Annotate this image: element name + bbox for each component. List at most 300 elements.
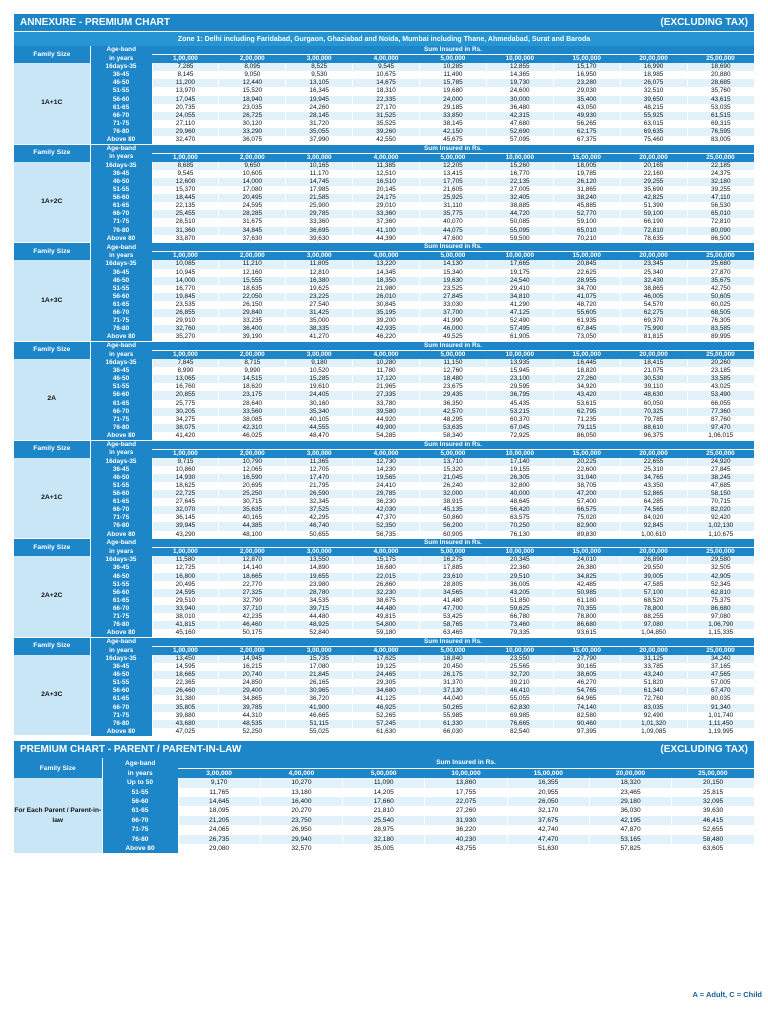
premium-cell: 34,535: [286, 597, 353, 605]
premium-cell: 48,720: [553, 301, 620, 309]
premium-cell: 17,665: [486, 260, 553, 268]
premium-cell: 15,520: [219, 87, 286, 95]
table-row: [14, 71, 754, 79]
premium-cell: 33,290: [219, 128, 286, 136]
sum-insured-column: 1,00,000: [152, 646, 219, 655]
premium-cell: 25,310: [620, 466, 687, 474]
premium-cell: 82,540: [486, 728, 553, 736]
premium-cell: 96,375: [620, 432, 687, 440]
premium-cell: 34,680: [353, 687, 420, 695]
sum-insured-column: 2,00,000: [219, 252, 286, 261]
age-band-cell: 56-60: [90, 687, 152, 695]
premium-cell: 52,770: [553, 210, 620, 218]
age-band-cell: Up to 50: [102, 778, 178, 787]
premium-cell: 1,01,320: [620, 720, 687, 728]
parent-header: [14, 741, 754, 758]
premium-cell: 48,295: [420, 416, 487, 424]
premium-cell: 10,085: [152, 260, 219, 268]
premium-cell: 34,275: [152, 416, 219, 424]
premium-cell: 36,005: [486, 581, 553, 589]
premium-cell: 23,750: [260, 816, 342, 825]
table-row: [14, 825, 754, 834]
premium-cell: 50,605: [687, 293, 754, 301]
table-row: [14, 458, 754, 466]
sum-insured-column: 15,00,000: [553, 153, 620, 162]
premium-cell: 16,345: [286, 87, 353, 95]
premium-cell: 49,900: [353, 424, 420, 432]
premium-cell: 41,480: [420, 597, 487, 605]
premium-cell: 23,675: [420, 383, 487, 391]
premium-cell: 12,440: [219, 79, 286, 87]
premium-cell: 23,345: [620, 260, 687, 268]
family-size-header: Family Size: [14, 441, 90, 458]
premium-cell: 72,810: [620, 227, 687, 235]
premium-cell: 43,290: [152, 531, 219, 539]
premium-cell: 35,525: [353, 120, 420, 128]
premium-cell: 30,715: [219, 498, 286, 506]
premium-cell: 27,540: [286, 301, 353, 309]
premium-cell: 23,035: [219, 104, 286, 112]
age-band-header-sub: in years: [90, 646, 152, 655]
premium-cell: 23,465: [589, 788, 671, 797]
premium-cell: 25,900: [286, 202, 353, 210]
age-band-cell: 46-50: [90, 277, 152, 285]
table-row: [14, 655, 754, 663]
premium-cell: 37,710: [219, 605, 286, 613]
premium-cell: 26,150: [219, 301, 286, 309]
premium-cell: 31,110: [420, 202, 487, 210]
premium-cell: 43,240: [620, 671, 687, 679]
premium-cell: 34,810: [486, 293, 553, 301]
premium-cell: 19,625: [286, 285, 353, 293]
table-row: [14, 210, 754, 218]
premium-cell: 14,365: [486, 71, 553, 79]
premium-cell: 41,100: [353, 227, 420, 235]
premium-cell: 33,235: [219, 317, 286, 325]
premium-cell: 12,730: [353, 458, 420, 466]
premium-cell: 50,085: [486, 218, 553, 226]
parent-family-label: For Each Parent / Parent-in-law: [14, 778, 102, 853]
age-band-cell: 51-55: [90, 679, 152, 687]
age-band-cell: 16days-35: [90, 556, 152, 564]
age-band-header-sub: in years: [90, 548, 152, 557]
age-band-cell: Above 80: [90, 333, 152, 341]
table-row: [14, 400, 754, 408]
premium-cell: 35,340: [286, 408, 353, 416]
premium-cell: 8,525: [286, 63, 353, 71]
premium-cell: 32,180: [687, 178, 754, 186]
premium-cell: 36,030: [589, 806, 671, 815]
premium-cell: 88,610: [620, 424, 687, 432]
premium-cell: 42,825: [620, 194, 687, 202]
premium-cell: 20,495: [219, 194, 286, 202]
premium-cell: 89,995: [687, 333, 754, 341]
premium-cell: 46,460: [219, 621, 286, 629]
premium-cell: 11,765: [178, 788, 260, 797]
premium-cell: 29,410: [486, 285, 553, 293]
premium-cell: 15,260: [486, 162, 553, 170]
sum-insured-column: 15,00,000: [553, 449, 620, 458]
premium-cell: 34,765: [620, 474, 687, 482]
sum-insured-header: Sum Insured in Rs.: [152, 145, 754, 154]
premium-cell: 26,120: [553, 178, 620, 186]
premium-cell: 28,510: [152, 218, 219, 226]
premium-cell: 11,210: [219, 260, 286, 268]
premium-cell: 26,460: [152, 687, 219, 695]
table-row: [14, 797, 754, 806]
premium-cell: 12,065: [219, 466, 286, 474]
premium-cell: 27,645: [152, 498, 219, 506]
table-row: [14, 293, 754, 301]
table-row: [14, 136, 754, 144]
premium-cell: 32,570: [260, 844, 342, 853]
premium-cell: 35,635: [219, 506, 286, 514]
age-band-cell: 66-70: [90, 309, 152, 317]
premium-cell: 64,965: [553, 695, 620, 703]
premium-cell: 26,305: [486, 474, 553, 482]
sum-insured-column: 10,00,000: [486, 646, 553, 655]
table-row: [14, 695, 754, 703]
premium-cell: 47,685: [687, 482, 754, 490]
premium-cell: 62,795: [553, 408, 620, 416]
premium-cell: 24,595: [219, 202, 286, 210]
sum-insured-column: 25,00,000: [687, 548, 754, 557]
premium-cell: 47,025: [152, 728, 219, 736]
premium-cell: 32,405: [486, 194, 553, 202]
premium-cell: 29,960: [152, 128, 219, 136]
premium-cell: 92,490: [620, 712, 687, 720]
sum-insured-column: 25,00,000: [687, 646, 754, 655]
premium-cell: 42,150: [420, 128, 487, 136]
premium-cell: 32,790: [219, 597, 286, 605]
premium-cell: 26,890: [620, 556, 687, 564]
premium-cell: 22,360: [486, 564, 553, 572]
age-band-cell: 36-45: [90, 269, 152, 277]
premium-cell: 13,550: [286, 556, 353, 564]
premium-cell: 38,240: [553, 194, 620, 202]
age-band-header: Age-band: [102, 758, 178, 768]
premium-cell: 19,730: [486, 79, 553, 87]
premium-cell: 19,845: [152, 293, 219, 301]
premium-cell: 36,230: [353, 498, 420, 506]
premium-cell: 42,740: [507, 825, 589, 834]
premium-cell: 38,675: [353, 597, 420, 605]
premium-cell: 21,585: [286, 194, 353, 202]
excluding-tax-label: (EXCLUDING TAX): [660, 17, 748, 28]
premium-cell: 54,285: [353, 432, 420, 440]
premium-cell: 31,720: [286, 120, 353, 128]
premium-cell: 14,205: [343, 788, 425, 797]
sum-insured-column: 10,00,000: [486, 350, 553, 359]
sum-insured-header: Sum Insured in Rs.: [152, 539, 754, 548]
table-row: [14, 186, 754, 194]
premium-cell: 66,030: [420, 728, 487, 736]
premium-cell: 42,235: [219, 613, 286, 621]
premium-cell: 29,080: [178, 844, 260, 853]
table-row: [14, 835, 754, 844]
premium-cell: 83,005: [687, 136, 754, 144]
premium-cell: 43,680: [152, 720, 219, 728]
age-band-header: Age-band: [90, 46, 152, 55]
premium-cell: 31,525: [353, 112, 420, 120]
premium-cell: 67,045: [486, 424, 553, 432]
premium-cell: 50,175: [219, 629, 286, 637]
age-band-cell: 46-50: [90, 375, 152, 383]
premium-cell: 47,470: [507, 835, 589, 844]
premium-cell: 19,630: [420, 277, 487, 285]
premium-cell: 42,295: [286, 514, 353, 522]
premium-cell: 63,605: [672, 844, 754, 853]
parent-excluding-tax-label: (EXCLUDING TAX): [660, 744, 748, 756]
premium-cell: 35,400: [553, 96, 620, 104]
premium-cell: 32,800: [486, 482, 553, 490]
family-size-label: 2A+3C: [14, 655, 90, 736]
premium-cell: 32,345: [286, 498, 353, 506]
premium-cell: 22,015: [353, 573, 420, 581]
premium-cell: 9,050: [219, 71, 286, 79]
premium-cell: 92,420: [687, 514, 754, 522]
age-band-cell: 16days-35: [90, 458, 152, 466]
table-row: [14, 712, 754, 720]
premium-cell: 39,715: [286, 605, 353, 613]
premium-cell: 1,11,450: [687, 720, 754, 728]
premium-cell: 66,575: [553, 506, 620, 514]
premium-cell: 41,420: [152, 432, 219, 440]
premium-cell: 67,470: [687, 687, 754, 695]
premium-cell: 12,870: [219, 556, 286, 564]
family-size-header: Family Size: [14, 758, 102, 778]
premium-cell: 11,365: [286, 458, 353, 466]
premium-cell: 48,470: [286, 432, 353, 440]
premium-cell: 47,565: [687, 671, 754, 679]
premium-cell: 53,635: [420, 424, 487, 432]
premium-cell: 73,460: [486, 621, 553, 629]
premium-cell: 31,040: [553, 474, 620, 482]
age-band-cell: 71-75: [102, 825, 178, 834]
table-row: [14, 194, 754, 202]
premium-cell: 18,095: [178, 806, 260, 815]
premium-cell: 18,635: [219, 285, 286, 293]
age-band-header: Age-band: [90, 441, 152, 450]
premium-cell: 62,175: [553, 128, 620, 136]
premium-cell: 46,220: [353, 333, 420, 341]
premium-cell: 70,210: [553, 235, 620, 243]
sum-insured-column: 1,00,000: [152, 350, 219, 359]
premium-cell: 52,345: [687, 581, 754, 589]
sum-insured-column: 4,00,000: [353, 449, 420, 458]
premium-cell: 22,160: [620, 170, 687, 178]
premium-cell: 46,025: [219, 432, 286, 440]
premium-cell: 39,630: [672, 806, 754, 815]
premium-cell: 78,800: [553, 613, 620, 621]
premium-cell: 33,030: [420, 301, 487, 309]
premium-cell: 20,150: [672, 778, 754, 787]
premium-cell: 20,270: [260, 806, 342, 815]
table-row: [14, 778, 754, 787]
sum-insured-column: 5,00,000: [420, 646, 487, 655]
premium-cell: 37,165: [687, 663, 754, 671]
premium-cell: 22,075: [425, 797, 507, 806]
premium-cell: 79,335: [486, 629, 553, 637]
premium-cell: 20,735: [152, 104, 219, 112]
age-band-cell: 46-50: [90, 573, 152, 581]
table-row: [14, 522, 754, 530]
premium-cell: 36,795: [486, 391, 553, 399]
sum-insured-column: 2,00,000: [219, 350, 286, 359]
sum-insured-column: 5,00,000: [420, 153, 487, 162]
age-band-cell: Above 80: [102, 844, 178, 853]
premium-cell: 42,935: [353, 325, 420, 333]
family-size-label: 2A: [14, 359, 90, 440]
premium-cell: 18,665: [219, 573, 286, 581]
table-row: [14, 687, 754, 695]
premium-cell: 54,570: [620, 301, 687, 309]
premium-cell: 33,940: [152, 605, 219, 613]
premium-cell: 69,370: [620, 317, 687, 325]
premium-cell: 8,685: [152, 162, 219, 170]
premium-cell: 58,150: [687, 490, 754, 498]
premium-cell: 47,870: [589, 825, 671, 834]
premium-cell: 19,785: [553, 170, 620, 178]
premium-cell: 33,360: [353, 210, 420, 218]
age-band-cell: 46-50: [90, 79, 152, 87]
premium-cell: 60,905: [420, 531, 487, 539]
premium-cell: 28,975: [343, 825, 425, 834]
premium-cell: 31,125: [620, 655, 687, 663]
premium-cell: 20,845: [553, 260, 620, 268]
premium-cell: 9,180: [286, 359, 353, 367]
premium-cell: 29,305: [353, 679, 420, 687]
premium-cell: 39,200: [353, 317, 420, 325]
premium-cell: 27,170: [353, 104, 420, 112]
premium-cell: 55,095: [486, 227, 553, 235]
premium-cell: 83,585: [687, 325, 754, 333]
premium-cell: 24,405: [286, 391, 353, 399]
premium-cell: 51,115: [286, 720, 353, 728]
age-band-cell: 51-55: [90, 186, 152, 194]
premium-cell: 52,265: [353, 712, 420, 720]
premium-cell: 61,905: [486, 333, 553, 341]
age-band-header: Age-band: [90, 638, 152, 647]
premium-table: [14, 46, 754, 145]
premium-cell: 57,825: [589, 844, 671, 853]
premium-cell: 76,665: [486, 720, 553, 728]
sum-insured-column: 5,00,000: [420, 548, 487, 557]
premium-cell: 26,050: [507, 797, 589, 806]
age-band-cell: 46-50: [90, 474, 152, 482]
sum-insured-column: 3,00,000: [286, 252, 353, 261]
premium-cell: 38,915: [420, 498, 487, 506]
premium-cell: 24,600: [486, 87, 553, 95]
premium-cell: 1,00,610: [620, 531, 687, 539]
premium-cell: 36,695: [286, 227, 353, 235]
table-row: [14, 317, 754, 325]
age-band-cell: 66-70: [90, 408, 152, 416]
premium-cell: 22,050: [219, 293, 286, 301]
premium-cell: 70,355: [553, 605, 620, 613]
premium-cell: 40,165: [219, 514, 286, 522]
premium-cell: 9,530: [286, 71, 353, 79]
premium-cell: 46,740: [286, 522, 353, 530]
premium-cell: 1,06,790: [687, 621, 754, 629]
premium-cell: 55,925: [620, 112, 687, 120]
premium-cell: 20,145: [353, 186, 420, 194]
table-row: [14, 629, 754, 637]
premium-cell: 12,705: [286, 466, 353, 474]
family-size-header: Family Size: [14, 539, 90, 556]
sum-insured-column: 3,00,000: [286, 55, 353, 64]
sum-insured-column: 4,00,000: [353, 153, 420, 162]
premium-cell: 56,420: [486, 506, 553, 514]
age-band-cell: 46-50: [90, 178, 152, 186]
premium-cell: 22,770: [219, 581, 286, 589]
premium-cell: 79,785: [620, 416, 687, 424]
table-row: [14, 531, 754, 539]
premium-cell: 29,595: [486, 383, 553, 391]
age-band-cell: 36-45: [90, 367, 152, 375]
premium-cell: 44,040: [420, 695, 487, 703]
premium-cell: 43,350: [620, 482, 687, 490]
sum-insured-column: 10,00,000: [425, 768, 507, 778]
premium-cell: 35,675: [687, 277, 754, 285]
table-row: [14, 309, 754, 317]
family-size-header: Family Size: [14, 638, 90, 655]
premium-cell: 15,555: [219, 277, 286, 285]
age-band-cell: 46-50: [90, 671, 152, 679]
premium-cell: 13,180: [260, 788, 342, 797]
premium-cell: 51,850: [486, 597, 553, 605]
age-band-cell: 61-65: [90, 301, 152, 309]
premium-cell: 17,660: [343, 797, 425, 806]
premium-cell: 31,930: [425, 816, 507, 825]
table-row: [14, 383, 754, 391]
age-band-header-sub: in years: [90, 55, 152, 64]
premium-cell: 36,145: [152, 514, 219, 522]
premium-cell: 29,180: [589, 797, 671, 806]
premium-cell: 61,330: [420, 720, 487, 728]
premium-cell: 42,570: [420, 408, 487, 416]
premium-cell: 26,075: [620, 79, 687, 87]
premium-cell: 50,985: [553, 589, 620, 597]
premium-cell: 75,020: [553, 514, 620, 522]
sum-insured-column: 20,00,000: [620, 548, 687, 557]
age-band-header: Age-band: [90, 145, 152, 154]
premium-cell: 37,630: [219, 235, 286, 243]
premium-cell: 62,830: [486, 704, 553, 712]
sum-insured-column: 4,00,000: [353, 252, 420, 261]
premium-cell: 45,675: [420, 136, 487, 144]
sum-insured-column: 4,00,000: [260, 768, 342, 778]
family-size-header: Family Size: [14, 145, 90, 162]
premium-cell: 48,925: [286, 621, 353, 629]
premium-cell: 44,310: [219, 712, 286, 720]
age-band-cell: 36-45: [90, 170, 152, 178]
premium-cell: 24,465: [353, 671, 420, 679]
table-row: [14, 424, 754, 432]
premium-cell: 36,075: [219, 136, 286, 144]
premium-cell: 42,195: [589, 816, 671, 825]
premium-cell: 21,075: [620, 367, 687, 375]
premium-cell: 14,130: [420, 260, 487, 268]
premium-cell: 35,195: [353, 309, 420, 317]
sum-insured-column: 25,00,000: [687, 252, 754, 261]
sum-insured-column: 1,00,000: [152, 449, 219, 458]
age-band-header: Age-band: [90, 342, 152, 351]
premium-cell: 35,055: [286, 128, 353, 136]
premium-cell: 16,510: [353, 178, 420, 186]
premium-cell: 23,980: [286, 581, 353, 589]
premium-cell: 14,745: [286, 178, 353, 186]
